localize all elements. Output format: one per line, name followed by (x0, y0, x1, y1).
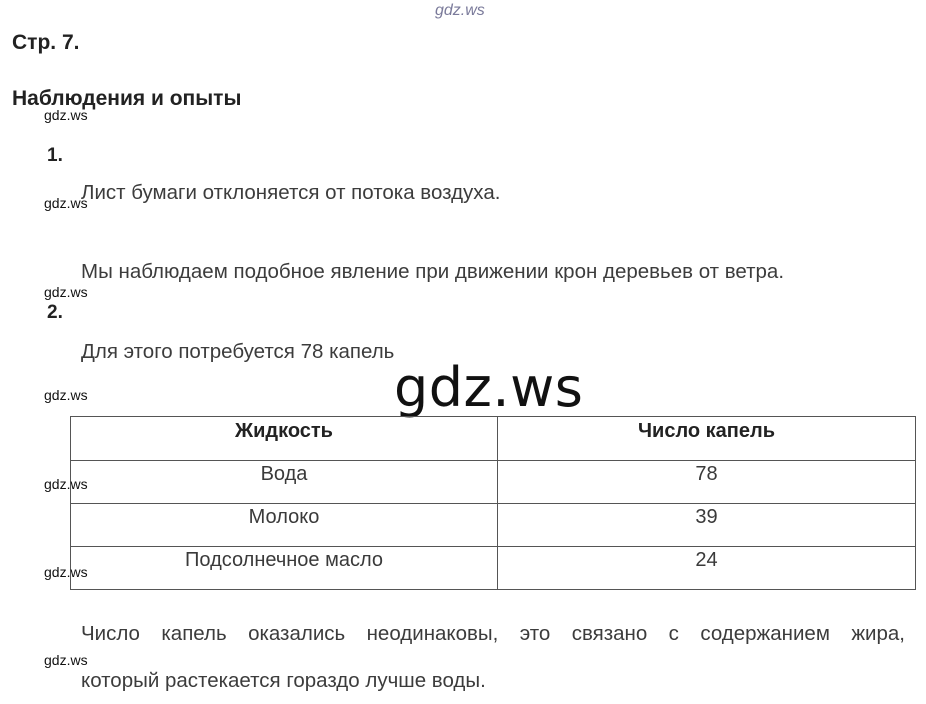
watermark-top: gdz.ws (435, 2, 485, 19)
page-reference: Стр. 7. (12, 31, 80, 54)
task-2-intro: Для этого потребуется 78 капель (81, 340, 395, 363)
watermark-margin: gdz.ws (44, 387, 88, 403)
task-2-conclusion-line-2: который растекается гораздо лучше воды. (81, 669, 486, 692)
column-header-drops: Число капель (498, 417, 916, 461)
watermark-margin: gdz.ws (44, 195, 88, 211)
drops-table (70, 416, 916, 590)
table-cell-liquid: Молоко (71, 504, 498, 547)
watermark-margin: gdz.ws (44, 564, 88, 580)
watermark-margin: gdz.ws (44, 284, 88, 300)
watermark-margin: gdz.ws (44, 476, 88, 492)
task-1-observation: Лист бумаги отклоняется от потока воздуха. (81, 181, 501, 204)
table-cell-drops: 39 (498, 504, 916, 547)
table-cell-drops: 78 (498, 461, 916, 504)
table-header-row (71, 417, 916, 461)
watermark-margin: gdz.ws (44, 652, 88, 668)
table-cell-liquid: Подсолнечное масло (71, 547, 498, 590)
section-title: Наблюдения и опыты (12, 87, 242, 110)
watermark-margin: gdz.ws (44, 107, 88, 123)
task-1-conclusion: Мы наблюдаем подобное явление при движении крон деревьев от ветра. (81, 260, 785, 283)
table-cell-liquid: Вода (71, 461, 498, 504)
table-row (71, 547, 916, 590)
task-1-number: 1. (47, 145, 63, 166)
table-row (71, 461, 916, 504)
watermark-center: gdz.ws (394, 356, 584, 419)
task-2-number: 2. (47, 302, 63, 323)
table-cell-drops: 24 (498, 547, 916, 590)
task-2-conclusion-line-1: Число капель оказались неодинаковы, это связано с содержанием жира, (81, 622, 905, 645)
column-header-liquid: Жидкость (71, 417, 498, 461)
table-row (71, 504, 916, 547)
